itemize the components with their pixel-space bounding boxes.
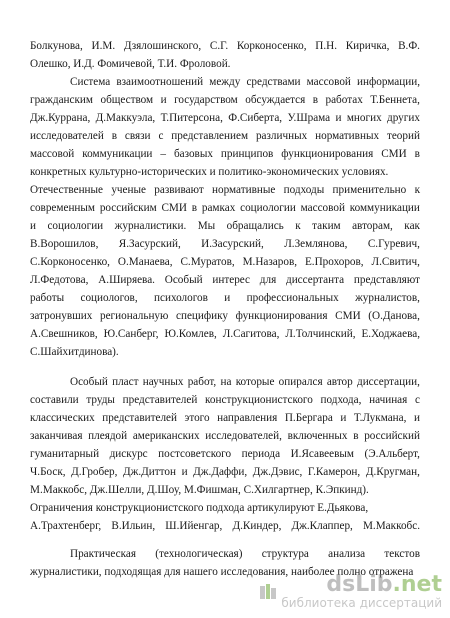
text-line: Болкунова, И.М. Дзялошинского, С.Г. Корконосенко, П.Н. Киричка, В.Ф. bbox=[30, 40, 420, 52]
watermark-brand-tld: .net bbox=[392, 572, 442, 597]
dslib-logo-icon bbox=[259, 583, 277, 601]
text-line: С.Шайхитдинова). bbox=[30, 346, 119, 358]
watermark-brand-main: dsLib bbox=[326, 572, 393, 597]
text-line: Отечественные ученые развивают нормативные подходы применительно к bbox=[30, 184, 420, 196]
text-line: массовой коммуникации – базовых принципов функционирования СМИ в bbox=[30, 148, 420, 160]
text-line: С.Корконосенко, О.Манаева, С.Муратов, М.Назаров, Е.Прохоров, Л.Свитич, bbox=[30, 256, 420, 268]
text-line: М.Маккобс, Дж.Шелли, Д.Шоу, М.Фишман, С.Хилгартнер, К.Эпкинд). bbox=[30, 484, 369, 496]
text-line: современным российским СМИ в рамках социологии массовой коммуникации bbox=[30, 202, 420, 214]
text-line: А.Трахтенберг, В.Ильин, Ш.Ийенгар, Д.Киндер, Дж.Клаппер, М.Маккобс. bbox=[30, 520, 420, 532]
text-line: А.Свешников, Ю.Санберг, Ю.Комлев, Л.Сагитова, Л.Толчинский, Е.Ходжаева, bbox=[30, 328, 420, 340]
text-line: классических представителей этого направления П.Бергара и Т.Лукмана, и bbox=[30, 412, 420, 424]
text-line: Л.Федотова, А.Ширяева. Особый интерес для диссертанта представляют bbox=[30, 274, 420, 286]
text-line: Ч.Боск, Д.Гробер, Дж.Диттон и Дж.Даффи, Дж.Дэвис, Г.Камерон, Д.Кругман, bbox=[30, 466, 420, 478]
text-line: Практическая (технологическая) структура анализа текстов bbox=[70, 548, 420, 560]
dslib-watermark bbox=[259, 574, 442, 610]
text-line: журналистики, подходящая для нашего исследования, наиболее полно отражена bbox=[30, 566, 414, 578]
text-line: Дж.Куррана, Д.Маккуэла, Т.Питерсона, Ф.Сиберта, У.Шрама и многих других bbox=[30, 112, 420, 124]
text-line: заканчивая плеядой американских исследователей, включенных в российский bbox=[30, 430, 420, 442]
text-line: гуманитарный дискурс постсоветского периода И.Ясавеевым (Э.Альберт, bbox=[30, 448, 420, 460]
text-line: и социологии журналистики. Мы обращались к таким авторам, как bbox=[30, 220, 420, 232]
text-line: работы социологов, психологов и профессиональных журналистов, bbox=[30, 292, 420, 304]
text-line: Ограничения конструкционистского подхода артикулируют Е.Дьякова, bbox=[30, 502, 369, 514]
text-line: В.Ворошилов, Я.Засурский, И.Засурский, Л.Землянова, С.Гуревич, bbox=[30, 238, 420, 250]
watermark-brand bbox=[326, 574, 442, 596]
text-line: гражданским обществом и государством обсуждается в работах Т.Беннета, bbox=[30, 94, 420, 106]
text-line: Система взаимоотношений между средствами массовой информации, bbox=[70, 76, 420, 88]
text-line: затронувших региональную специфику функционирования СМИ (О.Данова, bbox=[30, 310, 420, 322]
text-line: конкретных культурно-исторических и политико-экономических условиях. bbox=[30, 166, 389, 178]
text-line: составили труды представителей конструкционистского подхода, начиная с bbox=[30, 394, 420, 406]
watermark-subtitle: библиотека диссертаций bbox=[281, 596, 442, 610]
text-line: исследователей в связи с представлением различных нормативных теорий bbox=[30, 130, 420, 142]
text-line: Особый пласт научных работ, на которые опирался автор диссертации, bbox=[70, 376, 420, 388]
text-line: Олешко, И.Д. Фомичевой, Т.И. Фроловой. bbox=[30, 58, 231, 70]
